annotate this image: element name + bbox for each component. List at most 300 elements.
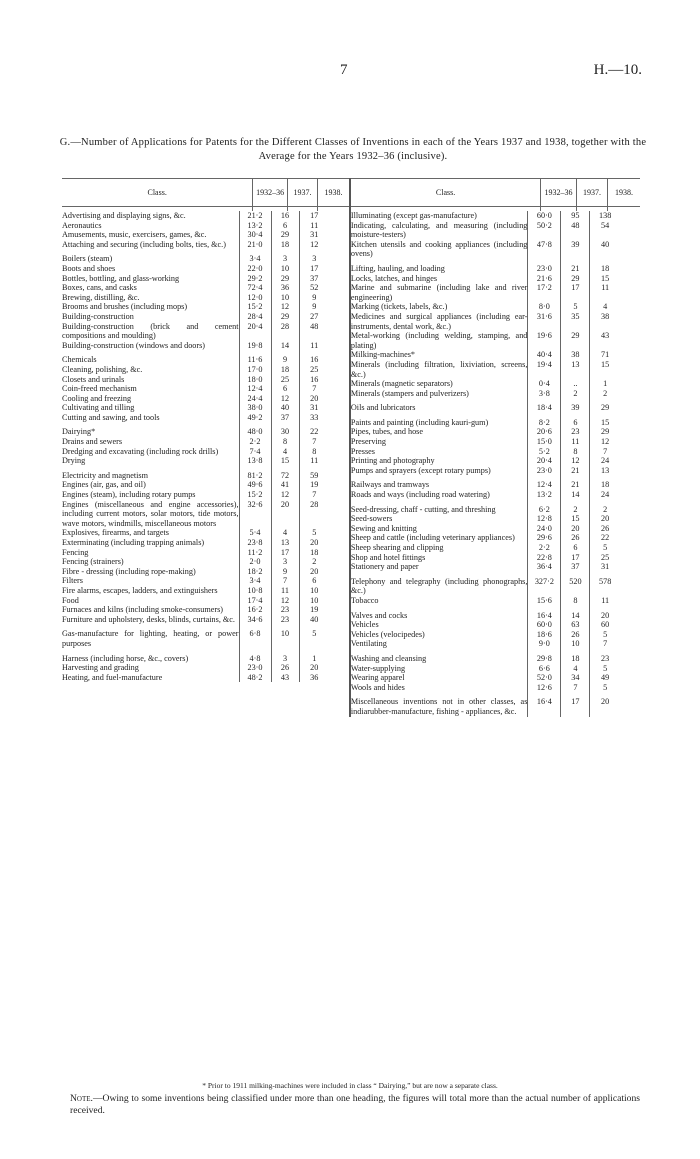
y1937-cell: 2: [561, 389, 590, 399]
y1938-cell: 29: [590, 403, 620, 413]
table-row: [351, 274, 620, 284]
class-cell: Chemicals: [62, 355, 97, 365]
y1938-cell: 71: [590, 350, 620, 360]
average-cell: 19·4: [528, 360, 561, 379]
table-row: [62, 384, 329, 394]
y1937-cell: 40: [271, 403, 299, 413]
table-row: [351, 683, 620, 693]
column-header-average: 1932–36: [541, 179, 577, 207]
y1937-cell: 29: [561, 331, 590, 350]
average-cell: 17·0: [239, 365, 271, 375]
class-cell: Presses: [350, 446, 375, 456]
average-cell: 28·4: [239, 312, 271, 322]
y1938-cell: 15: [590, 274, 620, 284]
average-cell: 13·8: [239, 456, 271, 466]
y1937-cell: 72: [271, 471, 299, 481]
y1937-cell: 9: [271, 567, 299, 577]
average-cell: 20·4: [528, 456, 561, 466]
y1937-cell: 10: [561, 639, 590, 649]
table-row: [62, 355, 329, 365]
y1937-cell: 17: [561, 553, 590, 563]
class-cell: Boxes, cans, and casks: [62, 283, 137, 293]
table-row: [62, 490, 329, 500]
class-cell: Closets and urinals: [62, 374, 125, 384]
table-row: [62, 447, 329, 457]
average-cell: 22·0: [239, 264, 271, 274]
average-cell: 47·8: [528, 240, 561, 259]
table-row: [62, 264, 329, 274]
y1938-cell: 52: [299, 283, 329, 293]
y1938-cell: 5: [299, 528, 329, 538]
y1937-cell: 21: [561, 466, 590, 476]
class-cell: Seed-sowers: [350, 514, 393, 524]
table-row: [351, 505, 620, 515]
y1938-cell: 31: [299, 403, 329, 413]
class-cell: Fencing (strainers): [62, 557, 124, 567]
y1937-cell: 2: [561, 505, 590, 515]
note: [70, 1093, 640, 1117]
y1937-cell: 29: [561, 274, 590, 284]
class-cell: Seed-dressing, chaff - cutting, and threshing: [350, 504, 496, 514]
y1937-cell: 3: [271, 557, 299, 567]
y1937-cell: 8: [561, 447, 590, 457]
average-cell: 34·6: [239, 615, 271, 625]
class-cell: Furnaces and kilns (including smoke-consumers): [62, 605, 223, 615]
class-cell: Sewing and knitting: [350, 523, 417, 533]
y1938-cell: 28: [299, 500, 329, 529]
y1938-cell: 9: [299, 293, 329, 303]
average-cell: 8·2: [528, 418, 561, 428]
y1938-cell: 26: [590, 524, 620, 534]
class-cell: Gas-manufacture for lighting, heating, or power purposes: [62, 629, 239, 648]
y1938-cell: 18: [590, 480, 620, 490]
table-row: [351, 673, 620, 683]
class-cell: Fencing: [62, 547, 89, 557]
class-cell: Engines (steam), including rotary pumps: [62, 490, 196, 500]
average-cell: 12·4: [528, 480, 561, 490]
table-row: [351, 403, 620, 413]
average-cell: 23·8: [239, 538, 271, 548]
class-cell: Attaching and securing (including bolts, ties, &c.): [62, 239, 226, 249]
average-cell: 12·8: [528, 514, 561, 524]
average-cell: 0·4: [528, 379, 561, 389]
y1937-cell: 14: [561, 611, 590, 621]
table-row: [62, 302, 329, 312]
class-cell: Pipes, tubes, and hose: [350, 427, 423, 437]
y1938-cell: 4: [590, 302, 620, 312]
table-row: [62, 471, 329, 481]
y1938-cell: 8: [299, 447, 329, 457]
table-row: [351, 611, 620, 621]
class-cell: Bottles, bottling, and glass-working: [62, 273, 180, 283]
average-cell: 50·2: [528, 221, 561, 240]
table-row: [62, 456, 329, 466]
y1938-cell: 5: [590, 683, 620, 693]
table-row: [62, 615, 329, 625]
y1938-cell: 12: [590, 437, 620, 447]
average-cell: 29·8: [528, 654, 561, 664]
y1937-cell: 30: [271, 427, 299, 437]
table-row: [62, 528, 329, 538]
class-cell: Furniture and upholstery, desks, blinds, curtains, &c.: [62, 614, 235, 624]
y1937-cell: 39: [561, 240, 590, 259]
table-title: G.—Number of Applications for Patents for the Different Classes of Inventions in each of the Years 1937 and 1938, together with the Average for the Years 1932–36 (inclusive).: [59, 137, 647, 162]
y1938-cell: 54: [590, 221, 620, 240]
y1938-cell: 15: [590, 360, 620, 379]
y1938-cell: 20: [299, 663, 329, 673]
class-cell: Heating, and fuel-manufacture: [62, 672, 163, 682]
y1937-cell: 7: [271, 576, 299, 586]
average-cell: 3·4: [239, 254, 271, 264]
table-row: [351, 447, 620, 457]
y1937-cell: 12: [271, 394, 299, 404]
y1937-cell: 12: [271, 596, 299, 606]
y1937-cell: 34: [561, 673, 590, 683]
table-row: [62, 230, 329, 240]
patent-classes-table: [62, 178, 640, 717]
y1938-cell: 18: [299, 548, 329, 558]
class-cell: Sheep shearing and clipping: [350, 543, 444, 552]
class-cell: Minerals (including filtration, lixiviation, screens, &c.): [350, 359, 528, 379]
y1937-cell: 20: [271, 500, 299, 529]
class-cell: Medicines and surgical appliances (including ear-instruments, dental work, &c.): [350, 311, 528, 331]
class-cell: Marking (tickets, labels, &c.): [350, 302, 448, 312]
y1937-cell: 17: [561, 697, 590, 716]
y1938-cell: 20: [590, 697, 620, 716]
table-row: [351, 389, 620, 399]
y1938-cell: 20: [299, 567, 329, 577]
note-text: —Owing to some inventions being classified under more than one heading, the figures will total more than the actual number of applications received.: [70, 1093, 640, 1116]
average-cell: 22·8: [528, 553, 561, 563]
class-cell: Lifting, hauling, and loading: [350, 263, 445, 273]
average-cell: 4·8: [239, 654, 271, 664]
footnote: * Prior to 1911 milking-machines were included in class “ Dairying,” but are now a separate class.: [202, 1081, 498, 1090]
class-cell: Kitchen utensils and cooking appliances (including ovens): [350, 239, 528, 259]
average-cell: 31·6: [528, 312, 561, 331]
table-row: [62, 254, 329, 264]
average-cell: 15·6: [528, 596, 561, 606]
table-row: [351, 620, 620, 630]
average-cell: 11·6: [239, 355, 271, 365]
y1937-cell: 28: [271, 322, 299, 341]
table-row: [351, 490, 620, 500]
average-cell: 16·4: [528, 611, 561, 621]
y1937-cell: 10: [271, 629, 299, 648]
y1937-cell: 63: [561, 620, 590, 630]
average-cell: 18·0: [239, 375, 271, 385]
class-cell: Railways and tramways: [350, 480, 430, 490]
average-cell: 29·6: [528, 533, 561, 543]
y1937-cell: 43: [271, 673, 299, 683]
table-row: [62, 427, 329, 437]
class-cell: Vehicles: [350, 620, 379, 630]
class-cell: Oils and lubricators: [350, 403, 416, 413]
average-cell: 12·4: [239, 384, 271, 394]
average-cell: 23·0: [239, 663, 271, 673]
table-row: [351, 639, 620, 649]
table-row: [62, 322, 329, 341]
class-cell: Dredging and excavating (including rock drills): [62, 446, 219, 456]
class-cell: Sheep and cattle (including veterinary appliances): [350, 533, 515, 543]
average-cell: 13·2: [528, 490, 561, 500]
table-row: [62, 538, 329, 548]
class-cell: Building-construction (windows and doors): [62, 340, 206, 350]
average-cell: 10·8: [239, 586, 271, 596]
average-cell: 7·4: [239, 447, 271, 457]
y1937-cell: 20: [561, 524, 590, 534]
y1938-cell: 36: [299, 673, 329, 683]
column-header-class: Class.: [350, 179, 541, 207]
y1938-cell: 49: [590, 673, 620, 683]
column-header-average: 1932–36: [253, 179, 288, 207]
y1937-cell: 18: [561, 654, 590, 664]
y1937-cell: 23: [271, 605, 299, 615]
class-cell: Ventilating: [350, 639, 387, 649]
column-header-1938: 1938.: [608, 179, 640, 207]
table-row: [351, 577, 620, 596]
y1938-cell: 31: [590, 562, 620, 572]
y1937-cell: 3: [271, 254, 299, 264]
table-header-row: [62, 179, 640, 207]
y1937-cell: 26: [561, 533, 590, 543]
y1938-cell: 138: [590, 211, 620, 221]
y1937-cell: 7: [561, 683, 590, 693]
average-cell: 2·0: [239, 557, 271, 567]
table-row: [62, 274, 329, 284]
average-cell: 3·8: [528, 389, 561, 399]
table-row: [62, 596, 329, 606]
y1937-cell: 8: [561, 596, 590, 606]
average-cell: 15·2: [239, 302, 271, 312]
table-row: [62, 567, 329, 577]
average-cell: 40·4: [528, 350, 561, 360]
y1938-cell: 40: [590, 240, 620, 259]
y1938-cell: 1: [590, 379, 620, 389]
table-row: [351, 596, 620, 606]
y1937-cell: 29: [271, 230, 299, 240]
class-cell: Aeronautics: [62, 220, 102, 230]
y1938-cell: 19: [299, 605, 329, 615]
class-cell: Printing and photography: [350, 456, 435, 466]
average-cell: 38·0: [239, 403, 271, 413]
average-cell: 20·6: [528, 427, 561, 437]
y1938-cell: 5: [590, 630, 620, 640]
y1937-cell: 95: [561, 211, 590, 221]
class-cell: Food: [62, 595, 79, 605]
average-cell: 6·8: [239, 629, 271, 648]
y1938-cell: 37: [299, 274, 329, 284]
average-cell: 19·8: [239, 341, 271, 351]
average-cell: 5·2: [528, 447, 561, 457]
note-label: Note.: [70, 1093, 93, 1104]
y1937-cell: 37: [271, 413, 299, 423]
y1938-cell: 29: [590, 427, 620, 437]
class-cell: Engines (miscellaneous and engine accessories), including current motors, solar motors, tide motors, wave motors, windmills, miscellaneous motors: [62, 499, 239, 528]
table-row: [62, 629, 329, 648]
y1937-cell: 5: [561, 302, 590, 312]
table-row: [351, 543, 620, 553]
average-cell: 29·2: [239, 274, 271, 284]
table-row: [351, 350, 620, 360]
class-cell: Coin-freed mechanism: [62, 384, 137, 394]
average-cell: 15·2: [239, 490, 271, 500]
y1937-cell: 23: [561, 427, 590, 437]
y1938-cell: 23: [590, 654, 620, 664]
class-cell: Minerals (stampers and pulverizers): [350, 388, 469, 398]
y1938-cell: 60: [590, 620, 620, 630]
y1938-cell: 22: [299, 427, 329, 437]
average-cell: 18·6: [528, 630, 561, 640]
average-cell: 12·6: [528, 683, 561, 693]
y1937-cell: 6: [271, 221, 299, 231]
left-half: [62, 211, 329, 682]
class-cell: Electricity and magnetism: [62, 470, 148, 480]
y1937-cell: 26: [271, 663, 299, 673]
y1938-cell: 17: [299, 264, 329, 274]
average-cell: 48·2: [239, 673, 271, 683]
class-cell: Cooling and freezing: [62, 393, 132, 403]
y1937-cell: 11: [271, 586, 299, 596]
y1938-cell: 7: [590, 639, 620, 649]
average-cell: 81·2: [239, 471, 271, 481]
average-cell: 12·0: [239, 293, 271, 303]
average-cell: 32·6: [239, 500, 271, 529]
table-row: [62, 221, 329, 231]
y1937-cell: 26: [561, 630, 590, 640]
class-cell: Marine and submarine (including lake and river engineering): [350, 283, 528, 302]
average-cell: 21·2: [239, 211, 271, 221]
y1938-cell: 20: [590, 514, 620, 524]
class-cell: Stationery and paper: [350, 562, 419, 572]
y1938-cell: 12: [299, 240, 329, 250]
table-row: [351, 466, 620, 476]
y1938-cell: 48: [299, 322, 329, 341]
y1937-cell: 36: [271, 283, 299, 293]
average-cell: 9·0: [528, 639, 561, 649]
y1937-cell: 520: [561, 577, 590, 596]
average-cell: 18·4: [528, 403, 561, 413]
average-cell: 2·2: [239, 437, 271, 447]
column-header-1937: 1937.: [576, 179, 607, 207]
table-row: [62, 375, 329, 385]
y1937-cell: 18: [271, 365, 299, 375]
class-cell: Indicating, calculating, and measuring (including moisture-testers): [350, 220, 528, 240]
table-row: [62, 437, 329, 447]
y1937-cell: 6: [271, 384, 299, 394]
y1938-cell: 2: [299, 557, 329, 567]
table-row: [62, 673, 329, 683]
class-cell: Wools and hides: [350, 682, 405, 692]
average-cell: 60·0: [528, 620, 561, 630]
y1937-cell: 18: [271, 240, 299, 250]
y1938-cell: 2: [590, 389, 620, 399]
y1938-cell: 5: [590, 664, 620, 674]
average-cell: 21·6: [528, 274, 561, 284]
table-row: [62, 293, 329, 303]
y1937-cell: 12: [561, 456, 590, 466]
average-cell: 52·0: [528, 673, 561, 683]
class-cell: Preserving: [350, 437, 386, 447]
y1938-cell: 3: [299, 254, 329, 264]
class-cell: Roads and ways (including road watering): [350, 490, 490, 500]
y1938-cell: 578: [590, 577, 620, 596]
y1937-cell: 15: [561, 514, 590, 524]
y1938-cell: 20: [299, 394, 329, 404]
y1937-cell: 6: [561, 543, 590, 553]
y1937-cell: 16: [271, 211, 299, 221]
y1938-cell: 10: [299, 596, 329, 606]
table-row: [351, 331, 620, 350]
y1938-cell: 40: [299, 615, 329, 625]
y1937-cell: 13: [271, 538, 299, 548]
table-row: [351, 379, 620, 389]
y1937-cell: 4: [561, 664, 590, 674]
y1937-cell: 10: [271, 293, 299, 303]
y1938-cell: 6: [299, 576, 329, 586]
class-cell: Water-supplying: [350, 663, 406, 673]
class-cell: Filters: [62, 576, 83, 586]
class-cell: Dairying*: [62, 427, 96, 437]
average-cell: 16·4: [528, 697, 561, 716]
y1937-cell: 8: [271, 437, 299, 447]
column-header-class: Class.: [62, 179, 253, 207]
table-row: [351, 418, 620, 428]
y1937-cell: 14: [271, 341, 299, 351]
y1937-cell: 6: [561, 418, 590, 428]
y1937-cell: 29: [271, 274, 299, 284]
y1937-cell: 41: [271, 480, 299, 490]
class-cell: Washing and cleansing: [350, 653, 427, 663]
page-number: 7: [340, 62, 348, 78]
y1938-cell: 22: [590, 533, 620, 543]
table-row: [62, 283, 329, 293]
class-cell: Metal-working (including welding, stamping, and plating): [350, 331, 528, 350]
table-row: [351, 480, 620, 490]
y1937-cell: 10: [271, 264, 299, 274]
table-row: [62, 605, 329, 615]
y1938-cell: 38: [590, 312, 620, 331]
y1938-cell: 16: [299, 355, 329, 365]
y1937-cell: 17: [271, 548, 299, 558]
table-row: [351, 562, 620, 572]
average-cell: 24·4: [239, 394, 271, 404]
y1937-cell: 21: [561, 264, 590, 274]
y1937-cell: 38: [561, 350, 590, 360]
y1938-cell: 24: [590, 490, 620, 500]
table-row: [62, 394, 329, 404]
average-cell: 2·2: [528, 543, 561, 553]
table-row: [351, 360, 620, 379]
class-cell: Fibre - dressing (including rope-making): [62, 566, 196, 576]
class-cell: Valves and cocks: [350, 610, 408, 620]
average-cell: 6·6: [528, 664, 561, 674]
y1938-cell: 2: [590, 505, 620, 515]
y1938-cell: 7: [590, 447, 620, 457]
average-cell: 19·6: [528, 331, 561, 350]
table-row: [62, 341, 329, 351]
y1937-cell: 25: [271, 375, 299, 385]
average-cell: 60·0: [528, 211, 561, 221]
y1938-cell: 9: [299, 302, 329, 312]
y1938-cell: 7: [299, 384, 329, 394]
table-row: [62, 413, 329, 423]
class-cell: Pumps and sprayers (except rotary pumps): [350, 465, 491, 475]
average-cell: 5·4: [239, 528, 271, 538]
class-cell: Boilers (steam): [62, 254, 113, 264]
table-row: [351, 302, 620, 312]
y1938-cell: 24: [590, 456, 620, 466]
class-cell: Miscellaneous inventions not in other classes, as indiarubber-manufacture, fishing - appliances, &c.: [350, 697, 528, 716]
